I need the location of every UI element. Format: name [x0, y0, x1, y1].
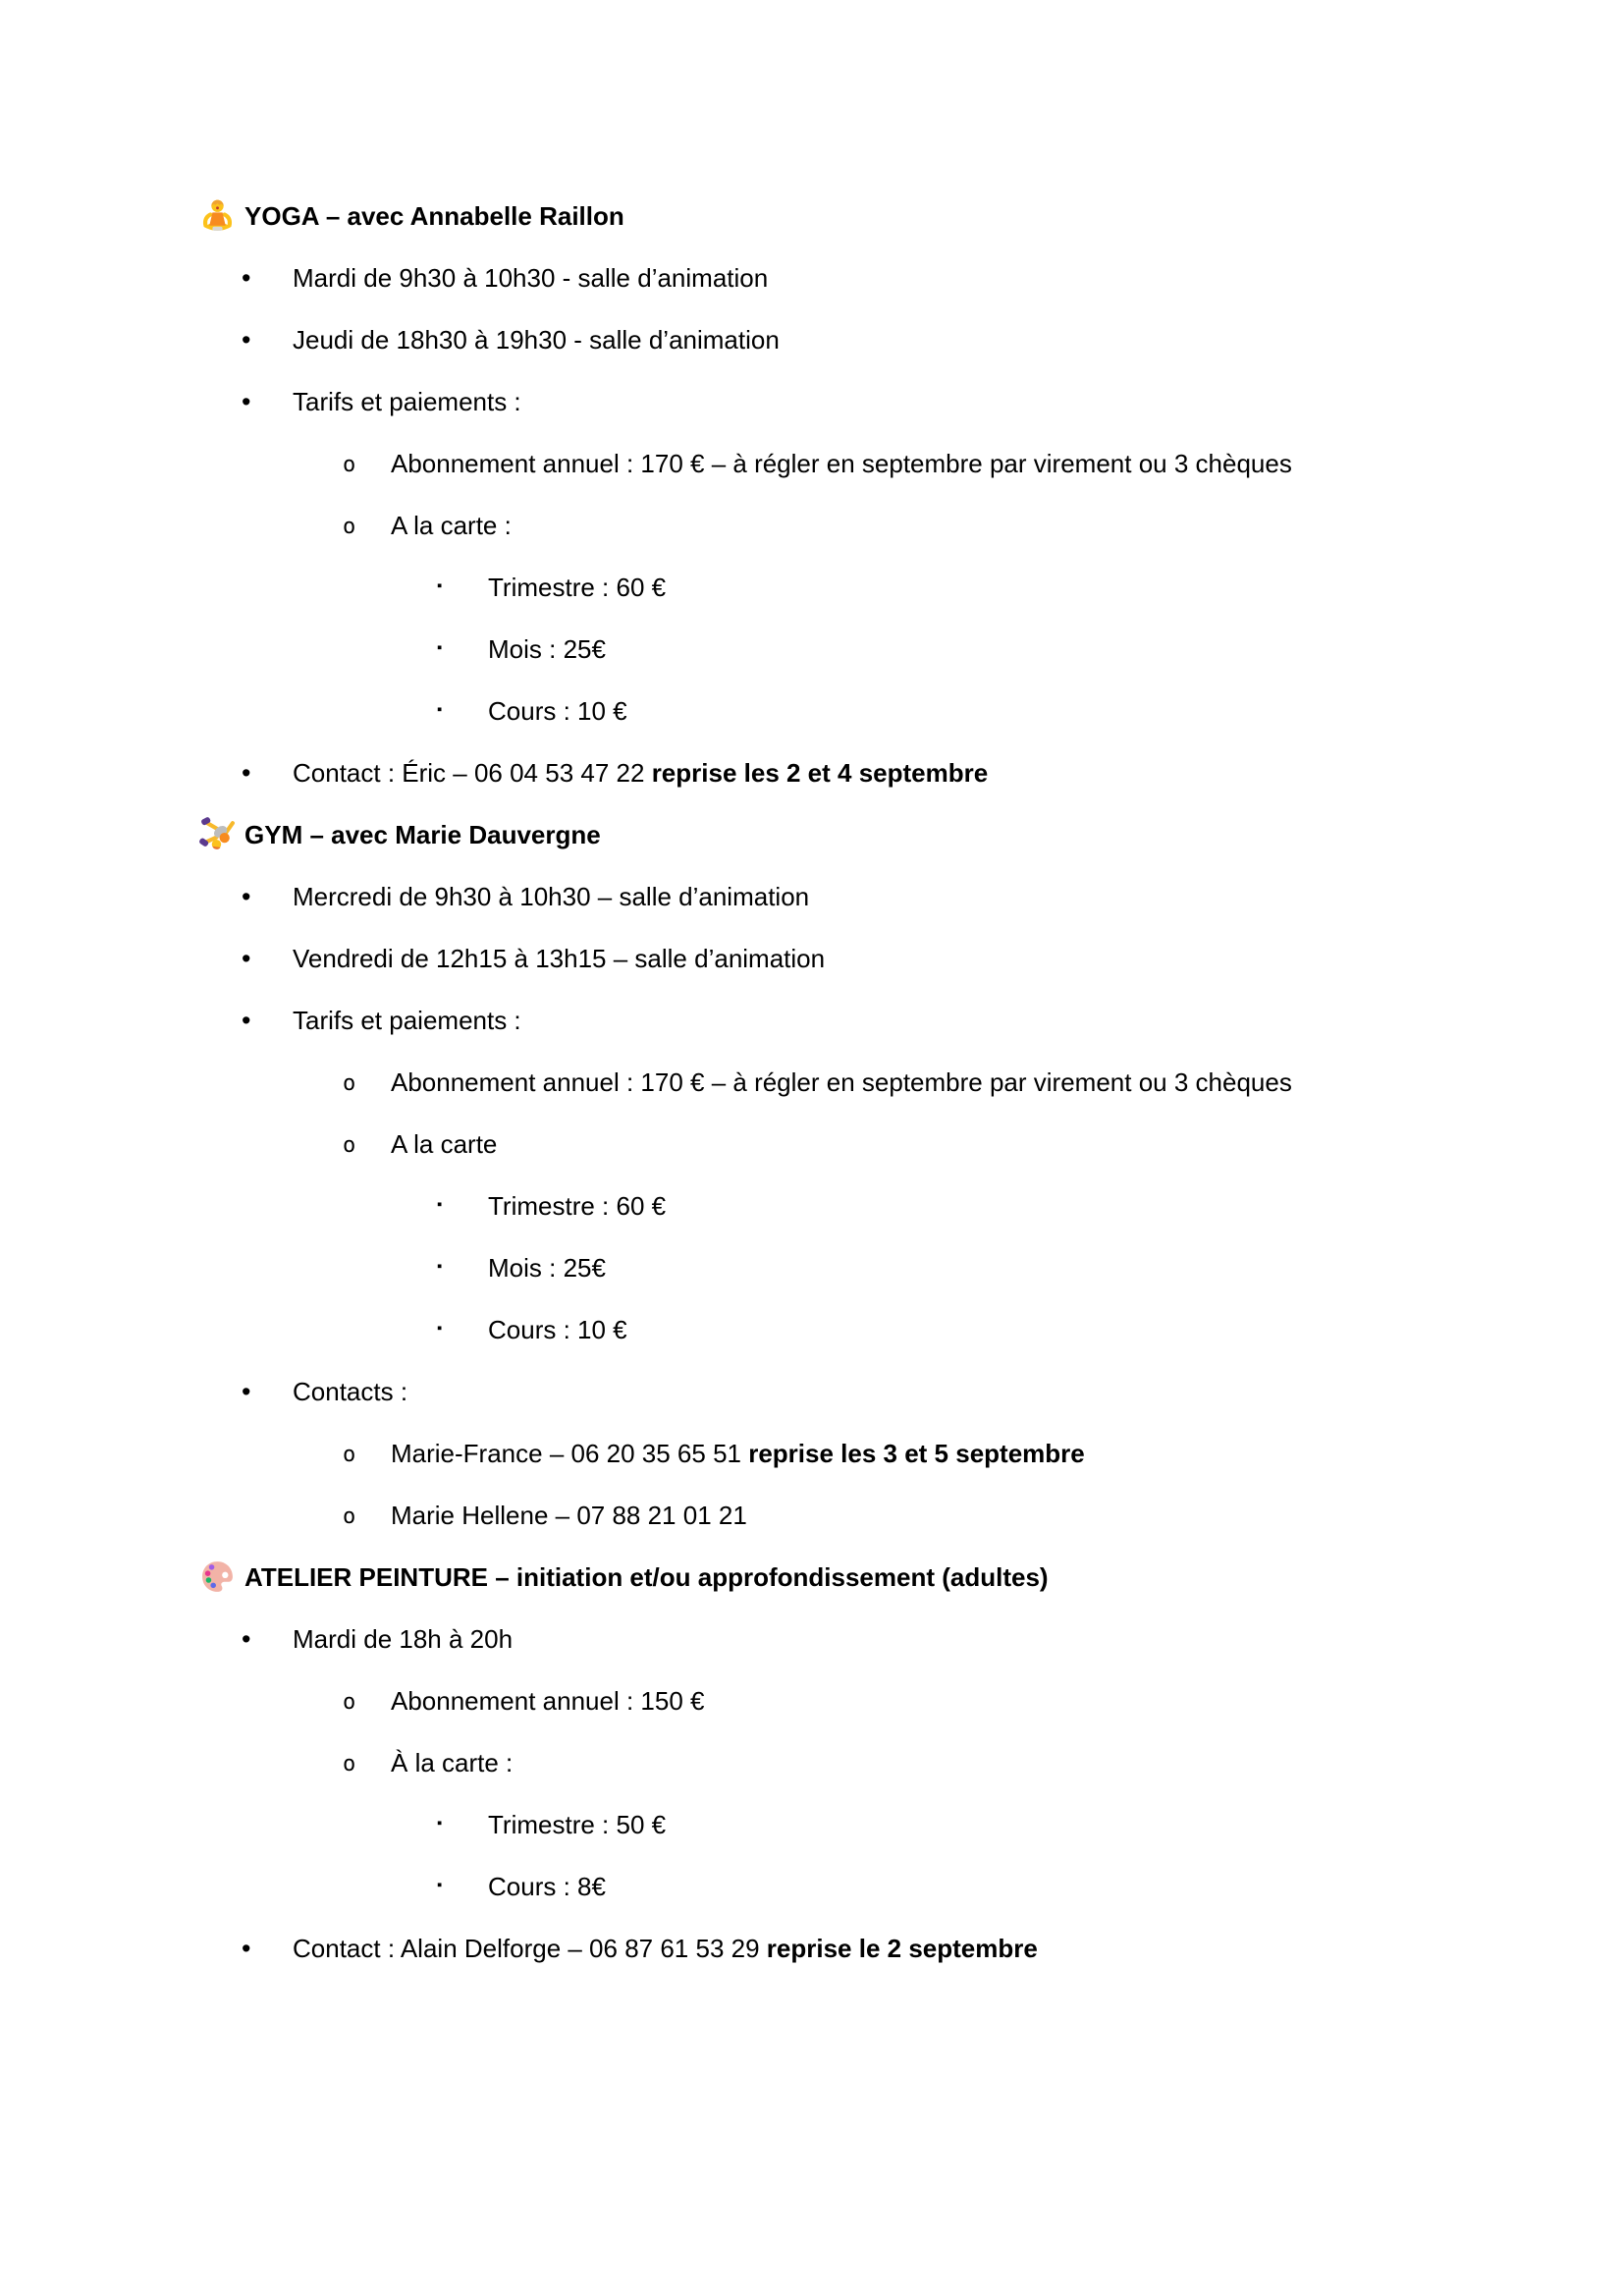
list-item: • Tarifs et paiements :	[242, 1006, 521, 1035]
square-bullet-icon: ▪	[437, 701, 443, 718]
list-item-contact: • Contact : Éric – 06 04 53 47 22 reprise les 2 et 4 septembre	[242, 758, 989, 788]
square-bullet-icon: ▪	[437, 639, 443, 656]
list-item: • Vendredi de 12h15 à 13h15 – salle d’animation	[242, 944, 826, 973]
square-bullet-icon: ▪	[437, 1877, 443, 1893]
section-heading-yoga	[199, 197, 624, 234]
sub-list-item: o A la carte	[343, 1129, 498, 1159]
circle-bullet-icon: o	[343, 1504, 356, 1529]
list-item: • Tarifs et paiements :	[242, 387, 521, 416]
list-item: • Mercredi de 9h30 à 10h30 – salle d’animation	[242, 882, 810, 911]
sub-sub-list-item: ▪ Mois : 25€	[437, 634, 606, 664]
square-bullet-icon: ▪	[437, 1320, 443, 1337]
artist-palette-emoji-icon	[199, 1558, 236, 1595]
sub-sub-list-item: ▪ Cours : 10 €	[437, 1315, 627, 1344]
circle-bullet-icon: o	[343, 1690, 356, 1715]
bullet-icon: •	[242, 263, 251, 293]
bullet-icon: •	[242, 758, 251, 788]
square-bullet-icon: ▪	[437, 1258, 443, 1275]
bullet-icon: •	[242, 882, 251, 911]
sub-list-item: o Abonnement annuel : 150 €	[343, 1686, 705, 1716]
section-heading-atelier-peinture	[199, 1558, 1049, 1595]
bullet-icon: •	[242, 1377, 251, 1406]
list-item: • Mardi de 9h30 à 10h30 - salle d’animation	[242, 263, 769, 293]
sub-sub-list-item: ▪ Cours : 10 €	[437, 696, 627, 726]
square-bullet-icon: ▪	[437, 1196, 443, 1213]
circle-bullet-icon: o	[343, 1133, 356, 1158]
sub-sub-list-item: ▪ Cours : 8€	[437, 1872, 606, 1901]
sub-list-item: o Abonnement annuel : 170 € – à régler en septembre par virement ou 3 chèques	[343, 1067, 1292, 1097]
circle-bullet-icon: o	[343, 453, 356, 477]
cartwheel-emoji-icon	[199, 816, 236, 852]
circle-bullet-icon: o	[343, 515, 356, 539]
bullet-icon: •	[242, 325, 251, 355]
bullet-icon: •	[242, 387, 251, 416]
list-item: • Mardi de 18h à 20h	[242, 1624, 514, 1654]
sub-list-item-contact: o Marie-France – 06 20 35 65 51 reprise les 3 et 5 septembre	[343, 1439, 1085, 1468]
sub-list-item: o Abonnement annuel : 170 € – à régler en septembre par virement ou 3 chèques	[343, 449, 1292, 478]
circle-bullet-icon: o	[343, 1071, 356, 1096]
bullet-icon: •	[242, 1006, 251, 1035]
section-title: ATELIER PEINTURE – initiation et/ou approfondissement (adultes)	[244, 1561, 1049, 1592]
sub-list-item-contact: o Marie Hellene – 07 88 21 01 21	[343, 1501, 747, 1530]
list-item: • Contacts :	[242, 1377, 408, 1406]
bullet-icon: •	[242, 1624, 251, 1654]
circle-bullet-icon: o	[343, 1752, 356, 1777]
section-heading-gym	[199, 816, 601, 852]
square-bullet-icon: ▪	[437, 1815, 443, 1831]
sub-sub-list-item: ▪ Trimestre : 60 €	[437, 573, 667, 602]
square-bullet-icon: ▪	[437, 577, 443, 594]
list-item-contact: • Contact : Alain Delforge – 06 87 61 53 29 reprise le 2 septembre	[242, 1934, 1038, 1963]
section-title: YOGA – avec Annabelle Raillon	[244, 200, 624, 231]
sub-list-item: o A la carte :	[343, 511, 512, 540]
section-title: GYM – avec Marie Dauvergne	[244, 819, 601, 849]
bullet-icon: •	[242, 944, 251, 973]
sub-sub-list-item: ▪ Trimestre : 60 €	[437, 1191, 667, 1221]
sub-sub-list-item: ▪ Mois : 25€	[437, 1253, 606, 1283]
circle-bullet-icon: o	[343, 1443, 356, 1467]
yoga-emoji-icon	[199, 197, 236, 234]
bullet-icon: •	[242, 1934, 251, 1963]
sub-list-item: o À la carte :	[343, 1748, 514, 1777]
list-item: • Jeudi de 18h30 à 19h30 - salle d’animation	[242, 325, 780, 355]
sub-sub-list-item: ▪ Trimestre : 50 €	[437, 1810, 667, 1839]
